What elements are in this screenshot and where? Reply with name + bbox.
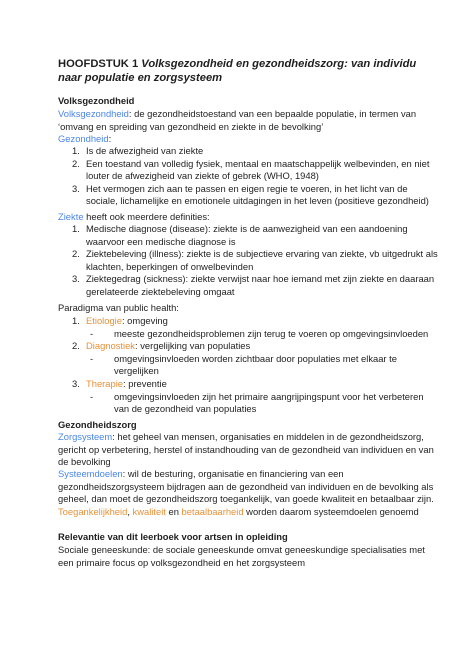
separator: en [165,506,182,517]
list-item [58,340,438,353]
chapter-number: HOOFDSTUK 1 [58,58,142,70]
paragraph-sociale-geneeskunde: Sociale geneeskunde: de sociale geneeskunde omvat geneeskundige specialisaties met een primaire focus op volksgezondheid en het zorgsysteem [58,544,425,568]
term-ziekte: Ziekte [58,211,84,222]
list-item-text: Ziektegedrag (sickness): ziekte verwijst naar hoe iemand met zijn ziekte en daaraan gerelateerde ziektebeleving omgaat [86,273,435,297]
term-diagnostiek: Diagnostiek [86,340,135,352]
list-item [58,183,438,208]
ziekte-intro: heeft ook meerdere definities: [83,211,210,222]
sub-item-text: omgevingsinvloeden worden zichtbaar door populaties met elkaar te vergelijken [114,352,397,377]
colon: : [108,133,112,144]
definition-text: : wil de besturing, organisatie en financiering van een gezondheidszorgsysteem bijdragen aan de gezondheid van individuen en de bevolking als geheel, dan moet de gezondheidszorg toegankelijk, van goede kwaliteit en betaalbaar zijn. [58,468,434,505]
list-item [58,248,438,273]
term-toegankelijkheid: Toegankelijkheid [58,506,128,517]
gezondheid-list [58,145,438,208]
term-volksgezondheid: Volksgezondheid [58,108,129,119]
section-heading-gezondheidszorg: Gezondheidszorg [58,419,137,430]
list-number: 3. [72,182,80,194]
definition-volksgezondheid [58,108,438,133]
term-kwaliteit: kwaliteit [132,506,166,517]
list-item-text: Een toestand van volledig fysiek, mentaal en maatschappelijk welbevinden, en niet louter de afwezigheid van ziekte of gebrek (WHO, 1948) [86,157,430,182]
systeemdoelen-summary [58,506,438,519]
sub-item-text: meeste gezondheidsproblemen zijn terug te voeren op omgevingsinvloeden [114,327,429,339]
definition-gezondheid [58,133,438,146]
list-item-text: : preventie [123,377,167,389]
chapter-subtitle: Volksgezondheid en gezondheidszorg: van individu naar populatie en zorgsysteem [58,58,417,84]
term-betaalbaarheid: betaalbaarheid [181,506,244,517]
list-item [58,223,438,248]
definition-systeemdoelen [58,468,438,506]
list-item [58,378,438,391]
sub-item [58,353,438,378]
list-item-text: Ziektebeleving (illness): ziekte is de subjectieve ervaring van ziekte, vb uitgedrukt als klachten, beperkingen of onwelbevinden [86,248,438,272]
definition-zorgsysteem [58,431,438,469]
term-systeemdoelen: Systeemdoelen [58,468,123,479]
list-number: 2. [72,157,80,169]
paradigma-heading: Paradigma van public health: [58,302,179,313]
list-number: 1. [72,315,80,326]
chapter-title [58,57,438,85]
list-number: 2. [72,340,80,352]
list-item-text: Het vermogen zich aan te passen en eigen regie te voeren, in het licht van de sociale, lichamelijke en emotionele uitdagingen in het leven (positieve gezondheid) [86,182,429,207]
list-item [58,158,438,183]
list-item-text: Is de afwezigheid van ziekte [86,145,204,156]
definition-text: : het geheel van mensen, organisaties en middelen in de gezondheidszorg, gericht op verbetering, herstel of instandhouding van de gezondheid van individuen en van de bevolking [58,431,434,468]
list-item-text: Medische diagnose (disease): ziekte is de aanwezigheid van een aandoening waarvoor een medische diagnose is [86,223,408,247]
list-item [58,273,438,298]
section-heading-relevantie: Relevantie van dit leerboek voor artsen in opleiding [58,531,288,542]
term-gezondheid: Gezondheid [58,133,109,144]
list-number: 1. [72,223,80,234]
ziekte-list [58,223,438,299]
list-item-text: : omgeving [121,315,168,326]
term-etiologie: Etiologie [86,315,122,326]
term-therapie: Therapie [86,377,124,389]
list-item [58,145,438,158]
separator: , [127,506,133,517]
dash-bullet: - [90,352,94,364]
term-zorgsysteem: Zorgsysteem [58,431,113,442]
definition-text: : de gezondheidstoestand van een bepaalde populatie, in termen van ‘omvang en spreiding van gezondheid en ziekte in de bevolking’ [58,108,417,132]
sub-item-text: omgevingsinvloeden zijn het primaire aangrijpingspunt voor het verbeteren van de gezondheid van populaties [114,390,424,415]
dash-bullet: - [90,390,94,402]
dash-bullet: - [90,327,94,339]
list-number: 3. [72,273,80,285]
list-number: 1. [72,145,80,156]
list-number: 3. [72,377,80,389]
section-heading-volksgezondheid: Volksgezondheid [58,95,135,106]
sub-item [58,328,438,341]
paradigma-list [58,315,438,416]
sub-item [58,391,438,416]
summary-text: worden daarom systeemdoelen genoemd [243,506,419,517]
list-item [58,315,438,328]
definition-ziekte [58,211,438,224]
list-number: 2. [72,248,80,260]
list-item-text: : vergelijking van populaties [135,340,251,352]
